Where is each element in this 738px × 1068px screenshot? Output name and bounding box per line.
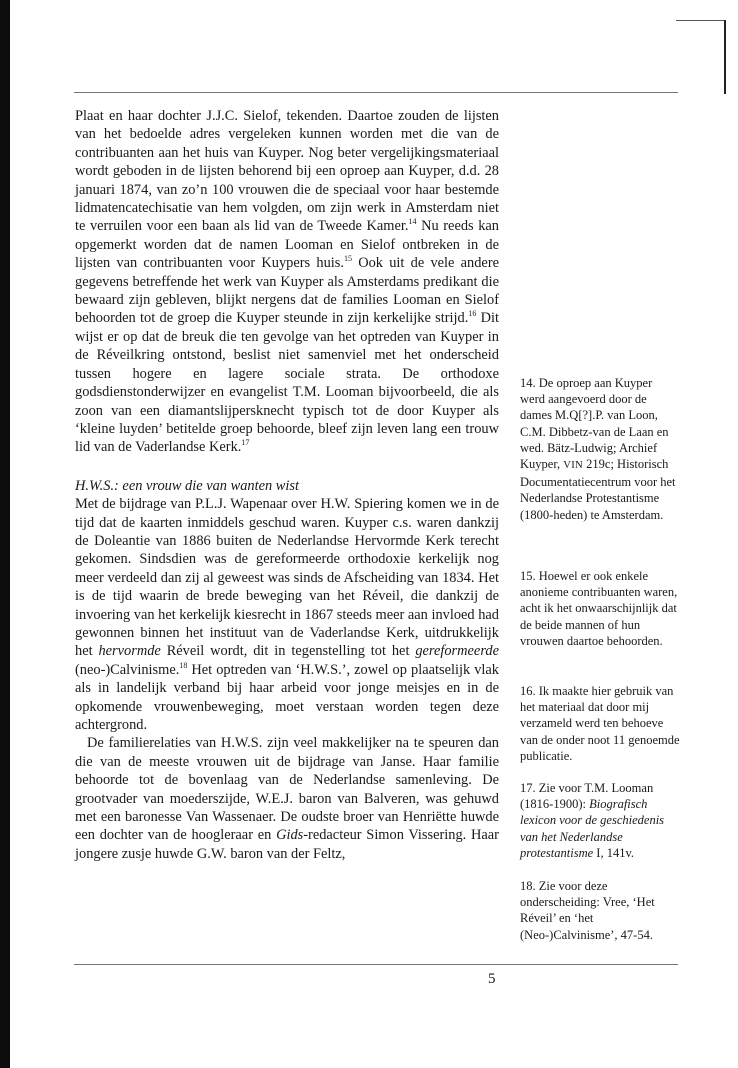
footnote-17: 17. Zie voor T.M. Looman (1816-1900): Biografisch lexicon voor de geschiedenis van het Nederlandse protestantisme I, 141v. [520,781,665,860]
main-text-column [75,107,499,863]
binding-edge [0,0,10,1068]
paragraph-2: Met de bijdrage van P.L.J. Wapenaar over H.W. Spiering komen we in de tijd dat de kaarten inmiddels geschud waren. Kuyper c.s. waren dankzij de Doleantie van 1886 buiten de Nederlandse Hervormde Kerk terecht gekomen. Sindsdien was de gereformeerde orthodoxie kerkelijk nog meer verdeeld dan zij al geweest was sinds de Afscheiding van 1834. Het is de tijd waarin de brede beweging van het Réveil, die dankzij de invoering van het kerkelijk kiesrecht in 1867 steeds meer aan invloed had gewonnen binnen het instituut van de Vaderlandse Kerk, uitdrukkelijk het hervormde Réveil wordt, dit in tegenstelling tot het gereformeerde (neo-)Calvinisme.$^{18}$ Het optreden van ‘H.W.S.’, zowel op plaatselijk vlak als in landelijk verband bij haar arbeid voor jonge meisjes en in de opkomende vrouwenbeweging, moet verstaan worden tegen deze achtergrond. [75,496,499,733]
top-rule [74,92,678,93]
paragraph-1: Plaat en haar dochter J.J.C. Sielof, tekenden. Daartoe zouden de lijsten van het bedoelde adres vergeleken kunnen worden met die van de contribuanten aan het huis van Kuyper. Nog beter vergelijkingsmateriaal wordt geboden in de lijsten behorend bij een oproep aan Kuyper, d.d. 28 januari 1874, van zo’n 100 vrouwen die de speciaal voor haar bestemde lidmatencatechisatie van hem volgden, om zijn werk in Amsterdam niet te verruilen voor een baan als lid van de Tweede Kamer.$^{14}$ Nu reeds kan opgemerkt worden dat de namen Looman en Sielof ontbreken in de lijsten van contribuanten voor Kuypers huis.$^{15}$ Ook uit de vele andere gegevens betreffende het werk van Kuyper als Amsterdams predikant die bewaard zijn gebleven, blijkt nergens dat de families Looman en Sielof behoorden tot de groep die Kuyper steunde in zijn kerkelijke strijd.$^{16}$ Dit wijst er op dat de breuk die ten gevolge van het optreden van Kuyper in de Réveilkring ontstond, beslist niet samenviel met het onderscheid tussen hogere en lagere sociale strata. De orthodoxe godsdienstonderwijzer en evangelist T.M. Looman bijvoorbeeld, die als zoon van een diamantslijpersknecht typisch tot de door Kuyper als ‘kleine luyden’ betitelde groep behoorde, bleef zijn leven lang een trouw lid van de Vaderlandse Kerk.$^{17}$ [75,108,499,456]
bottom-rule [74,964,678,965]
footnote-16: 16. Ik maakte hier gebruik van het materiaal dat door mij verzameld werd ten behoeve van de onder noot 11 genoemde publicatie. [520,684,680,763]
crop-mark-vertical [724,20,726,94]
footnote-15: 15. Hoewel er ook enkele anonieme contribuanten waren, acht ik het onwaarschijnlijk dat de beide mannen of hun vrouwen daartoe behoorden. [520,569,678,648]
footnote-ref-16: 16 [468,309,477,319]
footnote-ref-18: 18 [179,660,188,670]
footnote-ref-14: 14 [408,217,417,227]
footnote-18: 18. Zie voor deze onderscheiding: Vree, ‘Het Réveil’ en ‘het (Neo-)Calvinisme’, 47-54. [520,879,655,942]
footnote-ref-15: 15 [343,254,352,264]
crop-mark-horizontal [676,20,724,21]
page-number: 5 [488,971,496,987]
footnote-ref-17: 17 [241,438,250,448]
paragraph-3: De familierelaties van H.W.S. zijn veel makkelijker na te speuren dan die van de meeste vrouwen uit de bijdrage van Janse. Haar familie behoorde tot de bovenlaag van de Nederlandse samenleving. De grootvader van moederszijde, W.E.J. baron van Balveren, was gehuwd met een baronesse Van Wassenaer. De oudste broer van Henriëtte huwde een dochter van de hoogleraar en Gids-redacteur Simon Vissering. Haar jongere zusje huwde G.W. baron van der Feltz, [75,735,499,862]
footnote-14: 14. De oproep aan Kuyper werd aangevoerd door de dames M.Q[?].P. van Loon, C.M. Dibbetz-van de Laan en wed. Bätz-Ludwig; Archief Kuyper, VIN 219c; Historisch Documentatiecentrum voor het Nederlandse Protestantisme (1800-heden) te Amsterdam. [520,376,676,522]
section-heading: H.W.S.: een vrouw die van wanten wist [75,477,299,494]
